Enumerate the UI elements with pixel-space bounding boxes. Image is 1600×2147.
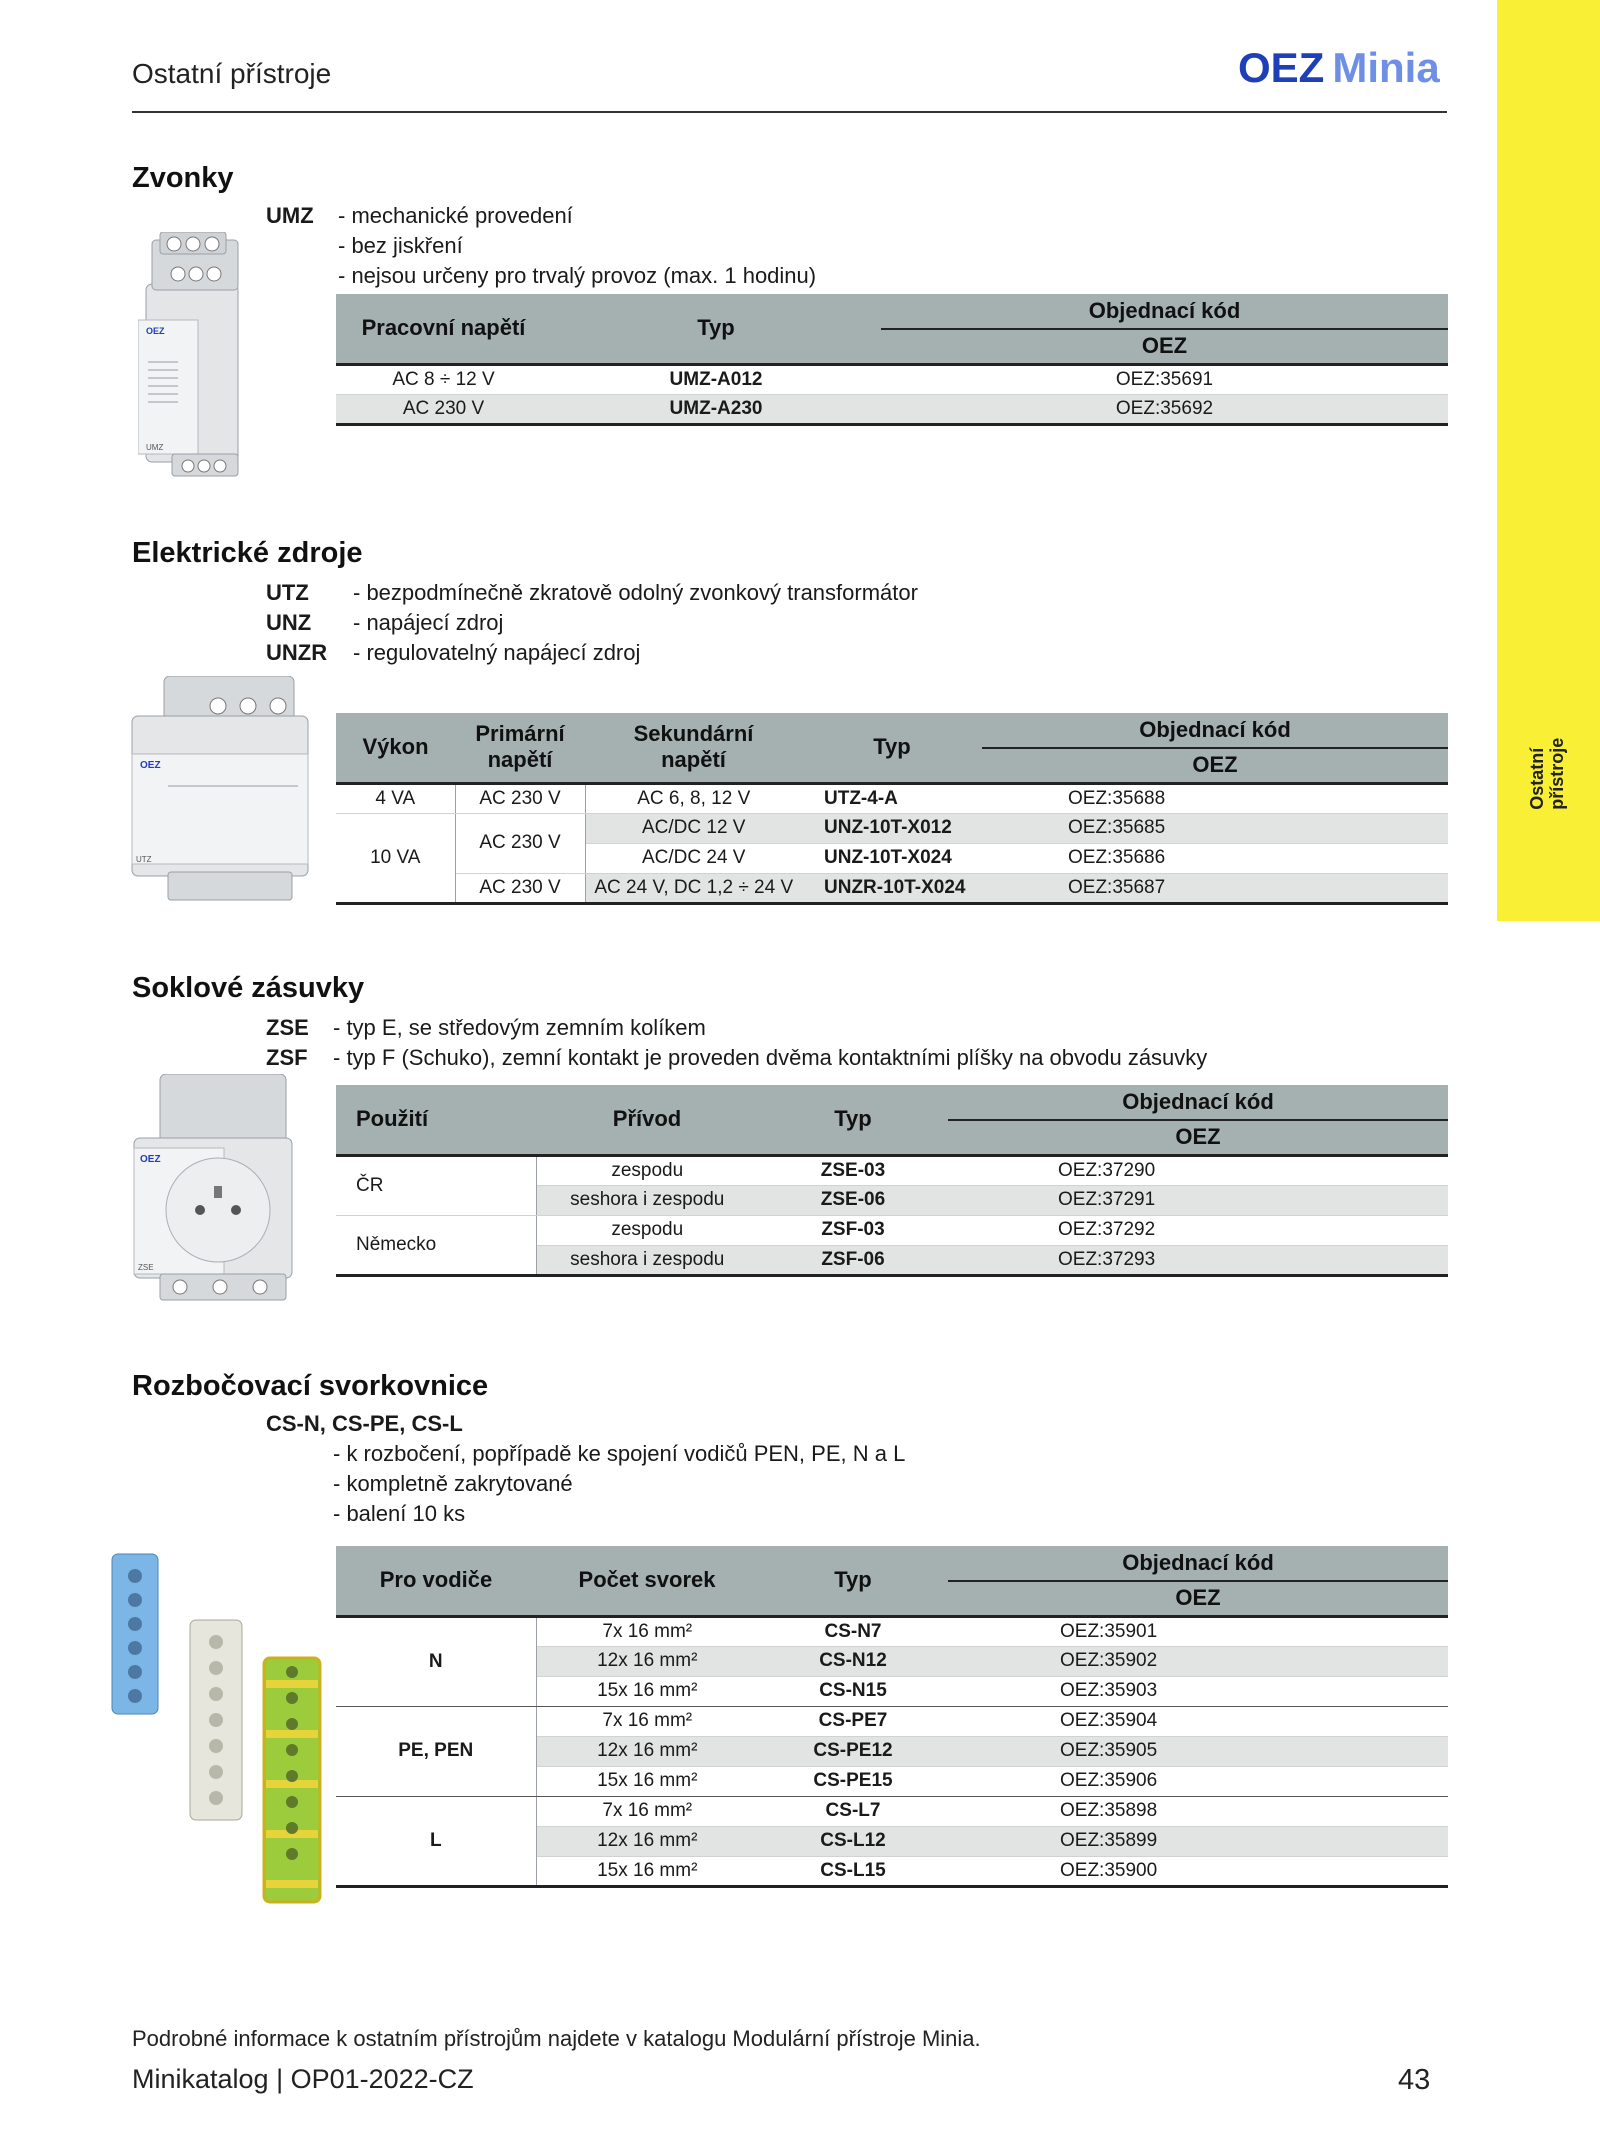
table-row: seshora i zespodu ZSF-06 OEZ:37293 bbox=[336, 1245, 1448, 1275]
zvonky-table bbox=[336, 294, 1448, 426]
product-code: UNZR bbox=[266, 640, 328, 665]
bullet: - k rozbočení, popřípadě ke spojení vodičů PEN, PE, N a L bbox=[333, 1441, 906, 1466]
product-desc: - napájecí zdroj bbox=[353, 610, 504, 635]
header-order-code: Objednací kód bbox=[881, 294, 1448, 329]
header-use: Použití bbox=[336, 1085, 536, 1155]
header-type: Typ bbox=[758, 1546, 948, 1616]
table-row: 12x 16 mm² CS-PE12 OEZ:35905 bbox=[336, 1736, 1448, 1766]
table-row: 12x 16 mm² CS-N12 OEZ:35902 bbox=[336, 1646, 1448, 1676]
footer-catalog: Minikatalog | OP01-2022-CZ bbox=[132, 2064, 474, 2094]
product-code: UNZ bbox=[266, 610, 312, 635]
bullet: - kompletně zakrytované bbox=[333, 1471, 573, 1496]
product-code: UTZ bbox=[266, 580, 309, 605]
header-oez: OEZ bbox=[982, 748, 1448, 783]
svg-text:UMZ: UMZ bbox=[146, 443, 164, 452]
table-row: Německo zespodu ZSF-03 OEZ:37292 bbox=[336, 1215, 1448, 1245]
page-number: 43 bbox=[1398, 2064, 1431, 2096]
product-desc: - typ F (Schuko), zemní kontakt je proveden dvěma kontaktními plíšky na obvodu zásuvky bbox=[333, 1045, 1208, 1070]
logo-minia: Minia bbox=[1332, 44, 1440, 91]
table-row: 12x 16 mm² CS-L12 OEZ:35899 bbox=[336, 1826, 1448, 1856]
svg-text:UTZ: UTZ bbox=[136, 855, 152, 864]
table-row: 15x 16 mm² CS-N15 OEZ:35903 bbox=[336, 1676, 1448, 1706]
header-voltage: Pracovní napětí bbox=[336, 294, 551, 364]
header-order-code: Objednací kód bbox=[948, 1085, 1448, 1120]
header-order-code: Objednací kód bbox=[982, 713, 1448, 748]
table-row: 15x 16 mm² CS-PE15 OEZ:35906 bbox=[336, 1766, 1448, 1796]
product-codes: CS-N, CS-PE, CS-L bbox=[266, 1411, 463, 1436]
product-code: ZSF bbox=[266, 1045, 308, 1070]
header-oez: OEZ bbox=[948, 1120, 1448, 1155]
table-row: 4 VA AC 230 V AC 6, 8, 12 V UTZ-4-A OEZ:35688 bbox=[336, 783, 1448, 813]
table-row: AC 8 ÷ 12 V UMZ-A012 OEZ:35691 bbox=[336, 364, 1448, 394]
product-code-umz: UMZ bbox=[266, 203, 314, 228]
table-row: ČR zespodu ZSE-03 OEZ:37290 bbox=[336, 1155, 1448, 1185]
logo-oez: OEZ bbox=[1238, 44, 1325, 91]
product-desc: - regulovatelný napájecí zdroj bbox=[353, 640, 641, 665]
product-desc: - bezpodmínečně zkratově odolný zvonkový transformátor bbox=[353, 580, 918, 605]
svg-text:OEZ: OEZ bbox=[140, 1154, 161, 1165]
header-divider bbox=[132, 111, 1447, 113]
section-title-svorkovnice: Rozbočovací svorkovnice bbox=[132, 1370, 489, 1402]
zdroje-table bbox=[336, 713, 1448, 905]
page-header-title: Ostatní přístroje bbox=[132, 58, 332, 89]
table-row: AC 230 V UMZ-A230 OEZ:35692 bbox=[336, 394, 1448, 424]
table-row: seshora i zespodu ZSE-06 OEZ:37291 bbox=[336, 1185, 1448, 1215]
bullet: - nejsou určeny pro trvalý provoz (max. 1 hodinu) bbox=[338, 263, 817, 288]
table-row: AC 230 V AC 24 V, DC 1,2 ÷ 24 V UNZR-10T-X024 OEZ:35687 bbox=[336, 873, 1448, 903]
table-row: 15x 16 mm² CS-L15 OEZ:35900 bbox=[336, 1856, 1448, 1886]
header-oez: OEZ bbox=[948, 1581, 1448, 1616]
table-row: PE, PEN 7x 16 mm² CS-PE7 OEZ:35904 bbox=[336, 1706, 1448, 1736]
table-row: N 7x 16 mm² CS-N7 OEZ:35901 bbox=[336, 1616, 1448, 1646]
header-conductor: Pro vodiče bbox=[336, 1546, 536, 1616]
bullet: - bez jiskření bbox=[338, 233, 463, 258]
header-terminals: Počet svorek bbox=[536, 1546, 758, 1616]
svg-text:ZSE: ZSE bbox=[138, 1263, 154, 1272]
bullet: - mechanické provedení bbox=[338, 203, 573, 228]
table-row: L 7x 16 mm² CS-L7 OEZ:35898 bbox=[336, 1796, 1448, 1826]
svg-text:OEZ: OEZ bbox=[146, 326, 165, 336]
product-desc: - typ E, se středovým zemním kolíkem bbox=[333, 1015, 706, 1040]
header-type: Typ bbox=[802, 713, 982, 783]
power-supply-device-image bbox=[128, 676, 314, 908]
table-row: 10 VA AC 230 V AC/DC 12 V UNZ-10T-X012 OEZ:35685 bbox=[336, 813, 1448, 843]
section-title-zvonky: Zvonky bbox=[132, 162, 234, 194]
header-type: Typ bbox=[551, 294, 881, 364]
header-oez: OEZ bbox=[881, 329, 1448, 364]
footer-note: Podrobné informace k ostatním přístrojům najdete v katalogu Modulární přístroje Minia. bbox=[132, 2026, 981, 2051]
zasuvky-table bbox=[336, 1085, 1448, 1277]
oez-minia-logo bbox=[1238, 44, 1440, 92]
bullet: - balení 10 ks bbox=[333, 1501, 466, 1526]
table-row: AC/DC 24 V UNZ-10T-X024 OEZ:35686 bbox=[336, 843, 1448, 873]
side-tab-label: Ostatní přístroje bbox=[1527, 737, 1567, 810]
section-title-zasuvky: Soklové zásuvky bbox=[132, 972, 365, 1004]
header-primary: Primární napětí bbox=[455, 713, 585, 783]
svorkovnice-table bbox=[336, 1546, 1448, 1888]
header-secondary: Sekundární napětí bbox=[585, 713, 802, 783]
header-power: Výkon bbox=[336, 713, 455, 783]
terminal-blocks-image bbox=[108, 1550, 334, 1910]
svg-text:OEZ: OEZ bbox=[140, 760, 161, 771]
product-code: ZSE bbox=[266, 1015, 309, 1040]
header-order-code: Objednací kód bbox=[948, 1546, 1448, 1581]
section-title-zdroje: Elektrické zdroje bbox=[132, 537, 363, 569]
bell-device-image bbox=[138, 232, 250, 482]
header-feed: Přívod bbox=[536, 1085, 758, 1155]
socket-device-image bbox=[130, 1074, 296, 1304]
header-type: Typ bbox=[758, 1085, 948, 1155]
